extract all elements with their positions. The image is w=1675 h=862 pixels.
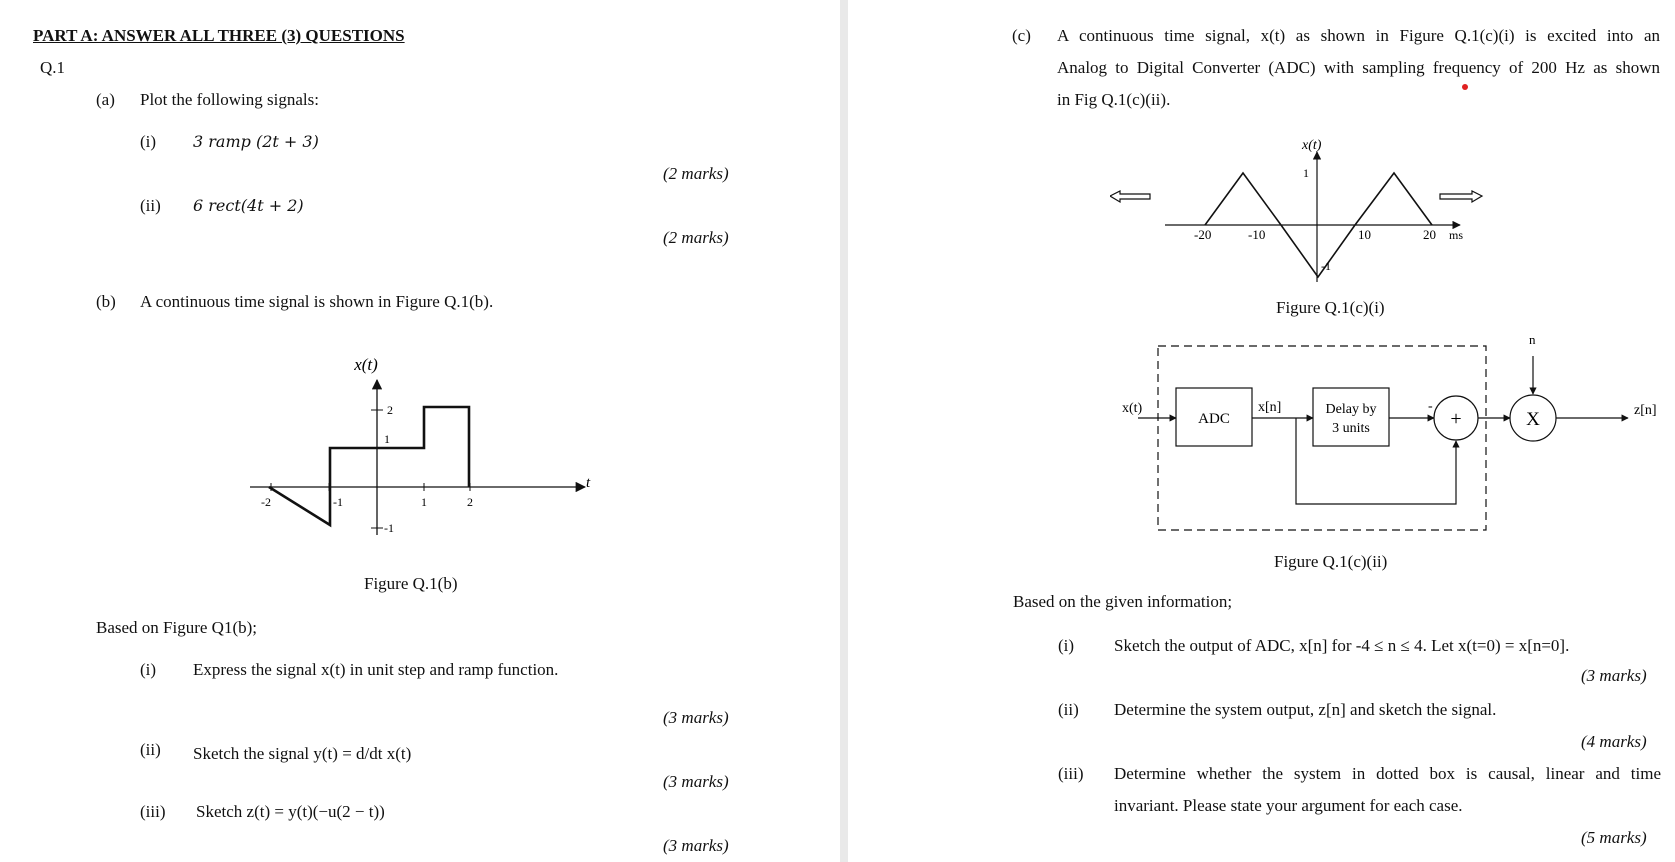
fig-ci-left-arrow (1110, 191, 1150, 202)
adc-label: ADC (1198, 411, 1230, 427)
part-b-ii-marks: (3 marks) (663, 772, 729, 791)
part-b-i-text: Express the signal x(t) in unit step and ramp function. (193, 660, 559, 679)
fig-b-xtick: 1 (421, 495, 427, 509)
part-c-line1: A continuous time signal, x(t) as shown in Figure Q.1(c)(i) is excited into an (1057, 26, 1660, 45)
part-a-label: (a) (96, 90, 115, 109)
delay-block (1313, 388, 1389, 446)
right-page (848, 0, 1675, 862)
fig-ci-xtick: -10 (1248, 227, 1266, 242)
fig-ci-xtick: -20 (1194, 227, 1212, 242)
fig-ci-right-arrow (1440, 191, 1482, 202)
adder-minus-sign: - (1428, 399, 1433, 414)
part-c-iii-line2: invariant. Please state your argument for each case. (1114, 796, 1463, 815)
fig-ci-ytick-neg: -1 (1321, 259, 1331, 273)
part-b-text: A continuous time signal is shown in Figure Q.1(b). (140, 292, 494, 311)
part-b-iii-marks: (3 marks) (663, 836, 729, 855)
multiplier-sign: X (1526, 409, 1540, 430)
fig-ci-xtick: 10 (1358, 227, 1371, 242)
part-c-i-label: (i) (1058, 636, 1075, 655)
output-label: z[n] (1634, 403, 1657, 418)
fig-b-ytick-neg1: -1 (384, 521, 394, 535)
part-c-label: (c) (1012, 26, 1031, 45)
part-b-iii-text: Sketch z(t) = y(t)(−u(2 − t)) (196, 802, 385, 821)
part-c-iii-line1: Determine whether the system in dotted box is causal, linear and time (1114, 764, 1661, 783)
part-c-ii-marks: (4 marks) (1581, 732, 1647, 751)
part-b-i-marks: (3 marks) (663, 708, 729, 727)
part-c-ii-label: (ii) (1058, 700, 1079, 719)
part-b-ii-label: (ii) (140, 740, 161, 759)
figure-q1cii (1110, 326, 1670, 546)
question-number: Q.1 (40, 58, 66, 77)
part-c-line2: Analog to Digital Converter (ADC) with sampling frequency of 200 Hz as shown (1057, 58, 1660, 77)
part-c-ii-text: Determine the system output, z[n] and sketch the signal. (1114, 700, 1497, 719)
part-c-i-marks: (3 marks) (1581, 666, 1647, 685)
part-a-ii-label: (ii) (140, 196, 161, 215)
part-a-text: Plot the following signals: (140, 90, 319, 109)
delay-label-2: 3 units (1332, 421, 1370, 436)
part-c-iii-label: (iii) (1058, 764, 1084, 783)
fig-b-xlabel: t (586, 475, 591, 491)
fig-b-xtick: -1 (333, 495, 343, 509)
part-a-i-expr: 3 ramp (2t + 3) (193, 132, 319, 151)
dotted-system-box (1158, 346, 1486, 530)
adder-plus-sign: + (1450, 408, 1462, 430)
fig-b-xtick: -2 (261, 495, 271, 509)
part-a-ii-expr: 6 rect(4t + 2) (193, 196, 304, 215)
part-c-line3: in Fig Q.1(c)(ii). (1057, 90, 1171, 109)
part-b-ii-text: Sketch the signal y(t) = d/dt x(t) (193, 744, 412, 763)
part-b-label: (b) (96, 292, 116, 311)
part-b-based-on: Based on Figure Q1(b); (96, 618, 258, 637)
fig-b-ylabel: x(t) (354, 355, 378, 374)
part-c-i-text: Sketch the output of ADC, x[n] for -4 ≤ n ≤ 4. Let x(t=0) = x[n=0]. (1114, 636, 1570, 655)
diagram-input-label: x(t) (1122, 401, 1143, 416)
fig-b-ytick-2: 2 (387, 403, 393, 417)
figure-q1cii-caption: Figure Q.1(c)(ii) (1274, 552, 1388, 571)
figure-q1b (240, 350, 600, 560)
fig-b-signal-path (269, 407, 469, 525)
feedforward-path (1296, 418, 1456, 504)
part-c-iii-marks: (5 marks) (1581, 828, 1647, 847)
fig-ci-ytick-pos: 1 (1303, 166, 1309, 180)
figure-q1ci (1110, 132, 1510, 292)
right-based-on: Based on the given information; (1013, 592, 1233, 611)
figure-q1ci-caption: Figure Q.1(c)(i) (1276, 298, 1385, 317)
part-a-i-marks: (2 marks) (663, 164, 729, 183)
fig-ci-unit: ms (1449, 228, 1464, 242)
n-input-label: n (1529, 332, 1536, 347)
part-a-ii-marks: (2 marks) (663, 228, 729, 247)
xn-label: x[n] (1258, 400, 1282, 415)
part-b-i-label: (i) (140, 660, 157, 679)
part-a-i-label: (i) (140, 132, 157, 151)
fig-b-xtick: 2 (467, 495, 473, 509)
fig-b-ytick-1: 1 (384, 432, 390, 446)
fig-ci-ylabel: x(t) (1302, 138, 1322, 153)
delay-label-1: Delay by (1325, 402, 1377, 417)
figure-q1b-caption: Figure Q.1(b) (364, 574, 458, 593)
annotation-dot (1462, 84, 1468, 90)
fig-ci-xtick: 20 (1423, 227, 1436, 242)
part-header: PART A: ANSWER ALL THREE (3) QUESTIONS (33, 26, 405, 45)
part-b-iii-label: (iii) (140, 802, 166, 821)
